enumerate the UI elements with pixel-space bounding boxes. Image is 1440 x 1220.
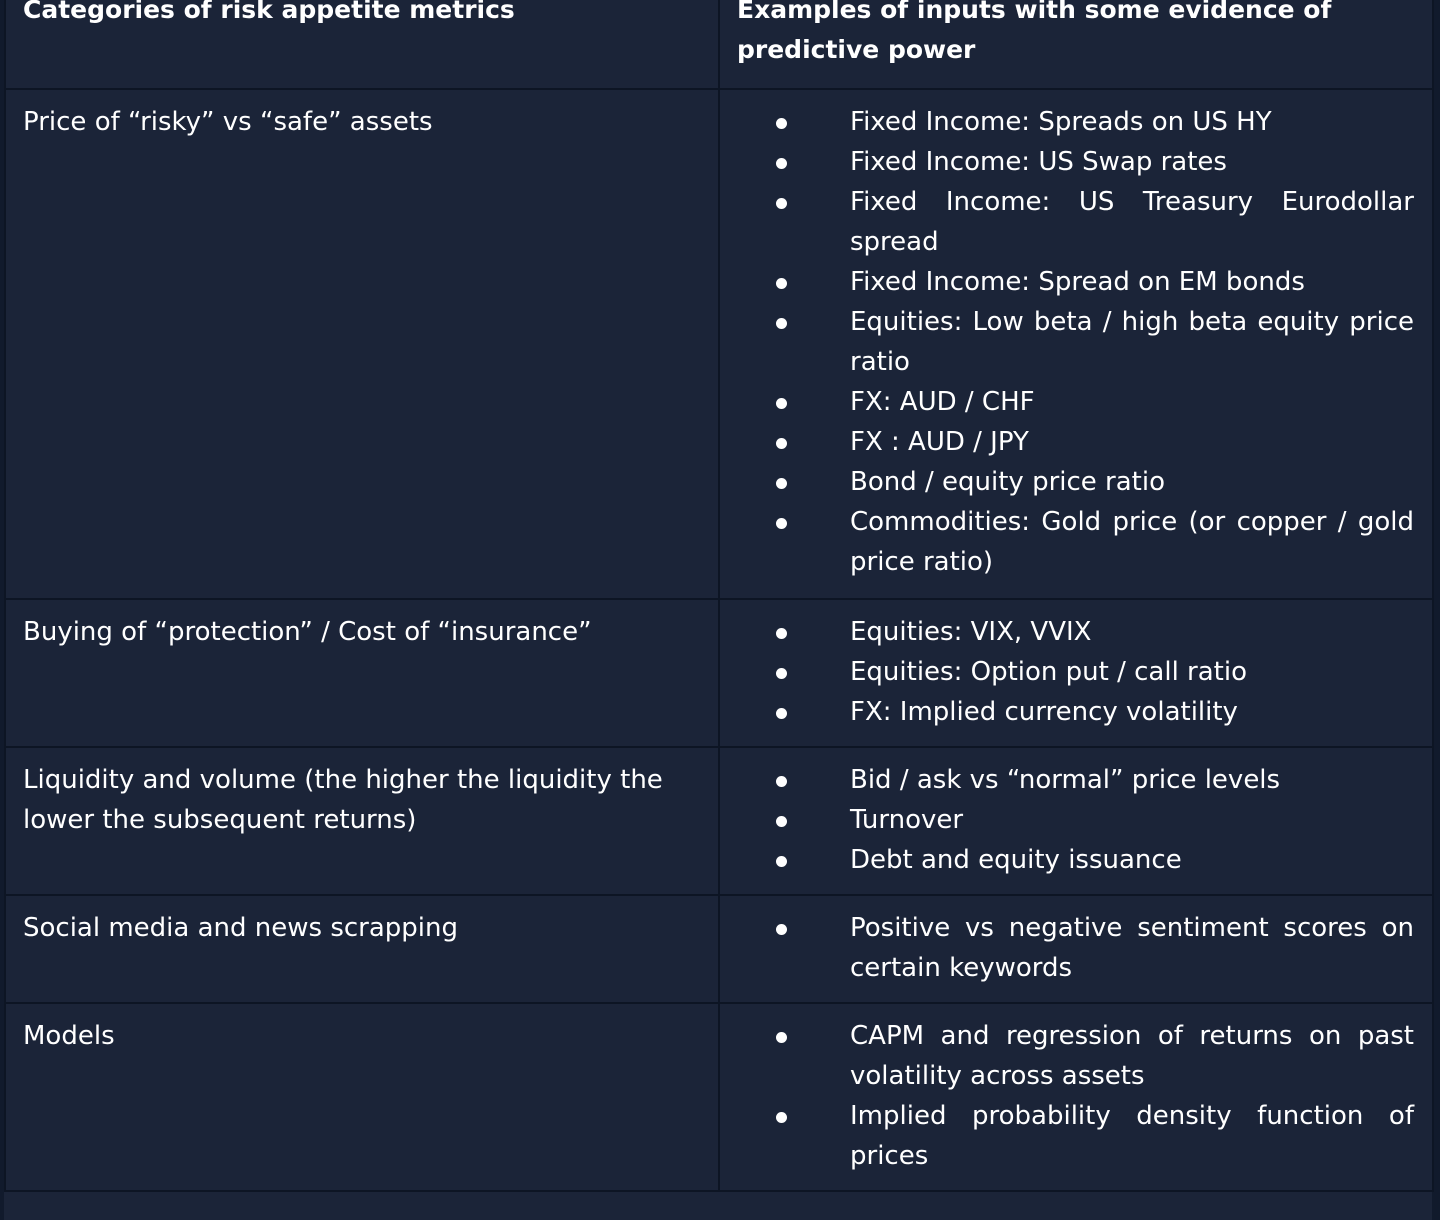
bullet-icon xyxy=(776,478,787,489)
list-item xyxy=(720,302,1414,382)
bullet-icon xyxy=(776,438,787,449)
bullet-icon xyxy=(776,708,787,719)
list-item xyxy=(720,1016,1414,1096)
example-text: Equities: VIX, VVIX xyxy=(850,617,1092,647)
category-cell: Price of “risky” vs “safe” assets xyxy=(5,89,719,599)
list-item xyxy=(720,142,1414,182)
list-item xyxy=(720,502,1414,582)
header-categories: Categories of risk appetite metrics xyxy=(5,0,719,89)
example-text: Bond / equity price ratio xyxy=(850,467,1165,497)
example-text: Positive vs negative sentiment scores on certain keywords xyxy=(850,913,1414,983)
bullet-icon xyxy=(776,1032,787,1043)
examples-list xyxy=(720,1016,1414,1176)
bullet-icon xyxy=(776,1112,787,1123)
bullet-icon xyxy=(776,924,787,935)
examples-list xyxy=(720,760,1414,880)
list-item xyxy=(720,262,1414,302)
examples-cell xyxy=(719,895,1433,1003)
example-text: Commodities: Gold price (or copper / gold price ratio) xyxy=(850,507,1414,577)
example-text: Turnover xyxy=(850,805,964,835)
list-item xyxy=(720,102,1414,142)
bullet-icon xyxy=(776,518,787,529)
category-cell: Social media and news scrapping xyxy=(5,895,719,1003)
example-text: Equities: Option put / call ratio xyxy=(850,657,1248,687)
bullet-icon xyxy=(776,776,787,787)
table-row xyxy=(5,895,1433,1003)
list-item xyxy=(720,800,1414,840)
example-text: FX : AUD / JPY xyxy=(850,427,1029,457)
examples-list xyxy=(720,102,1414,582)
bullet-icon xyxy=(776,816,787,827)
bullet-icon xyxy=(776,158,787,169)
example-text: Fixed Income: US Swap rates xyxy=(850,147,1227,177)
example-text: CAPM and regression of returns on past volatility across assets xyxy=(850,1021,1414,1091)
list-item xyxy=(720,652,1414,692)
example-text: Fixed Income: Spread on EM bonds xyxy=(850,267,1305,297)
table-header-row xyxy=(5,0,1433,89)
list-item xyxy=(720,840,1414,880)
examples-cell xyxy=(719,747,1433,895)
list-item xyxy=(720,182,1414,262)
example-text: FX: AUD / CHF xyxy=(850,387,1035,417)
example-text: Debt and equity issuance xyxy=(850,845,1182,875)
list-item xyxy=(720,692,1414,732)
example-text: Fixed Income: Spreads on US HY xyxy=(850,107,1272,137)
examples-cell xyxy=(719,1003,1433,1191)
bullet-icon xyxy=(776,118,787,129)
header-examples: Examples of inputs with some evidence of predictive power xyxy=(719,0,1433,89)
list-item xyxy=(720,462,1414,502)
bullet-icon xyxy=(776,278,787,289)
example-text: Equities: Low beta / high beta equity price ratio xyxy=(850,307,1414,377)
list-item xyxy=(720,908,1414,988)
bullet-icon xyxy=(776,318,787,329)
example-text: Implied probability density function of prices xyxy=(850,1101,1414,1171)
examples-cell xyxy=(719,89,1433,599)
examples-list xyxy=(720,612,1414,732)
category-cell: Models xyxy=(5,1003,719,1191)
bullet-icon xyxy=(776,856,787,867)
table-row xyxy=(5,599,1433,747)
bullet-icon xyxy=(776,668,787,679)
bullet-icon xyxy=(776,628,787,639)
list-item xyxy=(720,612,1414,652)
example-text: Fixed Income: US Treasury Eurodollar spread xyxy=(850,187,1414,257)
list-item xyxy=(720,422,1414,462)
examples-list xyxy=(720,908,1414,988)
bullet-icon xyxy=(776,398,787,409)
table-row xyxy=(5,89,1433,599)
risk-appetite-table xyxy=(4,0,1434,1192)
category-cell: Buying of “protection” / Cost of “insurance” xyxy=(5,599,719,747)
table-row xyxy=(5,747,1433,895)
category-cell: Liquidity and volume (the higher the liquidity the lower the subsequent returns) xyxy=(5,747,719,895)
table-row xyxy=(5,1003,1433,1191)
example-text: Bid / ask vs “normal” price levels xyxy=(850,765,1281,795)
list-item xyxy=(720,760,1414,800)
examples-cell xyxy=(719,599,1433,747)
list-item xyxy=(720,1096,1414,1176)
table-frame xyxy=(4,0,1432,1220)
list-item xyxy=(720,382,1414,422)
bullet-icon xyxy=(776,198,787,209)
example-text: FX: Implied currency volatility xyxy=(850,697,1238,727)
